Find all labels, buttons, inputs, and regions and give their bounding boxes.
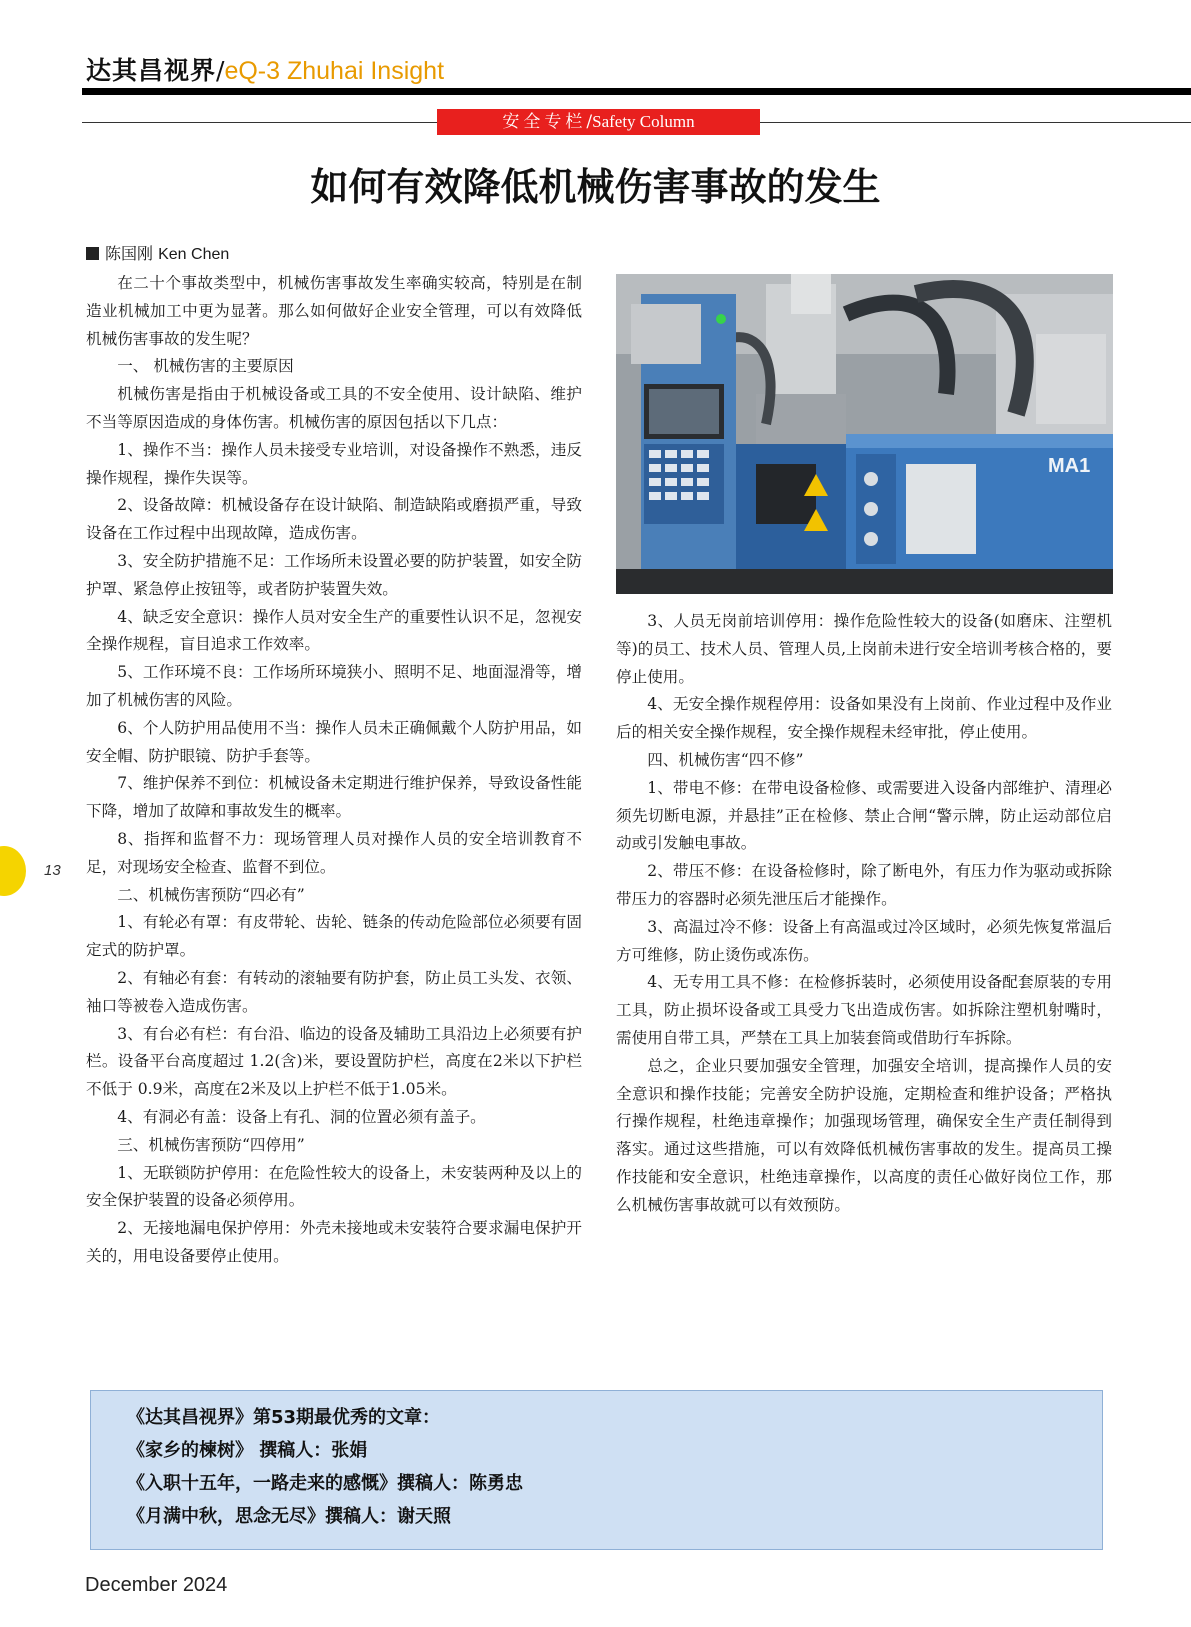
list-item: 3、安全防护措施不足：工作场所未设置必要的防护装置，如安全防护罩、紧急停止按钮等，或者防护装置失效。 [86, 551, 582, 598]
article-title: 如何有效降低机械伤害事故的发生 [310, 164, 881, 209]
list-item: 3、人员无岗前培训停用：操作危险性较大的设备(如磨床、注塑机等)的员工、技术人员、管理人员,上岗前未进行安全培训考核合格的，要停止使用。 [616, 612, 1112, 686]
best-articles-line: 《入职十五年，一路走来的感慨》撰稿人：陈勇忠 [127, 1473, 523, 1494]
author-en: Ken Chen [158, 246, 230, 263]
best-articles-line: 《月满中秋，思念无尽》撰稿人：谢天照 [127, 1506, 451, 1527]
column-tag-en: Safety Column [592, 112, 695, 131]
page-number: 13 [44, 862, 61, 879]
best-articles-line: 《达其昌视界》第53期最优秀的文章： [127, 1407, 441, 1428]
section-heading: 二、机械伤害预防“四必有” [117, 885, 305, 904]
list-item: 4、无安全操作规程停用：设备如果没有上岗前、作业过程中及作业后的相关安全操作规程，安全操作规程未经审批，停止使用。 [616, 695, 1112, 742]
byline [86, 243, 229, 266]
byline-square-icon [86, 247, 99, 260]
list-item: 4、无专用工具不修：在检修拆装时，必须使用设备配套原装的专用工具，防止损坏设备或工具受力飞出造成伤害。如拆除注塑机射嘴时，需使用自带工具，严禁在工具上加装套筒或借助行车拆除。 [616, 973, 1112, 1047]
machine-photo [616, 274, 1113, 594]
list-item: 3、有台必有栏：有台沿、临边的设备及辅助工具沿边上必须要有护栏。设备平台高度超过 1.2(含)米，要设置防护栏，高度在2米以下护栏不低于 0.9米，高度在2米及以上护栏不低于1.05米。 [86, 1024, 582, 1099]
left-column [86, 270, 582, 1271]
right-column [616, 608, 1112, 1220]
brand-en: eQ-3 Zhuhai Insight [224, 57, 445, 85]
best-articles-box [90, 1390, 1103, 1550]
section-heading: 一、 机械伤害的主要原因 [117, 357, 294, 376]
paragraph: 在二十个事故类型中，机械伤害事故发生率确实较高，特别是在制造业机械加工中更为显著。那么如何做好企业安全管理，可以有效降低机械伤害事故的发生呢？ [86, 274, 582, 348]
masthead [86, 56, 444, 86]
section-heading: 三、机械伤害预防“四停用” [117, 1135, 305, 1154]
list-item: 7、维护保养不到位：机械设备未定期进行维护保养，导致设备性能下降，增加了故障和事故发生的概率。 [86, 774, 582, 821]
list-item: 1、操作不当：操作人员未接受专业培训，对设备操作不熟悉，违反操作规程，操作失误等。 [86, 440, 582, 487]
list-item: 6、个人防护用品使用不当：操作人员未正确佩戴个人防护用品，如安全帽、防护眼镜、防护手套等。 [86, 718, 582, 765]
list-item: 1、带电不修：在带电设备检修、或需要进入设备内部维护、清理必须先切断电源，并悬挂”正在检修、禁止合闸“警示牌，防止运动部位启动或引发触电事故。 [616, 778, 1112, 853]
paragraph: 总之，企业只要加强安全管理，加强安全培训，提高操作人员的安全意识和操作技能；完善安全防护设施，定期检查和维护设备；严格执行操作规程，杜绝违章操作；加强现场管理，确保安全生产责任制得到落实。通过这些措施，可以有效降低机械伤害事故的发生。提高员工操作技能和安全意识，杜绝违章操作，以高度的责任心做好岗位工作，那么机械伤害事故就可以有效预防。 [616, 1056, 1112, 1214]
list-item: 1、有轮必有罩：有皮带轮、齿轮、链条的传动危险部位必须要有固定式的防护罩。 [86, 913, 582, 960]
page-marker-dot [0, 846, 26, 896]
brand-zh: 达其昌视界 [86, 56, 217, 85]
brand-separator: / [216, 56, 225, 85]
list-item: 8、指挥和监督不力：现场管理人员对操作人员的安全培训教育不足，对现场安全检查、监督不到位。 [86, 829, 582, 876]
list-item: 1、无联锁防护停用：在危险性较大的设备上，未安装两种及以上的安全保护装置的设备必须停用。 [86, 1163, 582, 1210]
author-zh: 陈国刚 [105, 244, 154, 263]
section-heading: 四、机械伤害“四不修” [647, 750, 804, 769]
paragraph: 机械伤害是指由于机械设备或工具的不安全使用、设计缺陷、维护不当等原因造成的身体伤害。机械伤害的原因包括以下几点： [86, 385, 582, 431]
list-item: 2、设备故障：机械设备存在设计缺陷、制造缺陷或磨损严重，导致设备在工作过程中出现故障，造成伤害。 [86, 496, 582, 543]
list-item: 4、缺乏安全意识：操作人员对安全生产的重要性认识不足，忽视安全操作规程，盲目追求工作效率。 [86, 607, 582, 654]
machine-label: MA1 [1048, 455, 1091, 477]
column-tag-separator: / [586, 112, 593, 132]
column-tag-zh: 安全专栏 [502, 112, 587, 132]
list-item: 2、有轴必有套：有转动的滚轴要有防护套，防止员工头发、衣领、袖口等被卷入造成伤害。 [86, 968, 582, 1015]
issue-date: December 2024 [85, 1574, 228, 1596]
list-item: 5、工作环境不良：工作场所环境狭小、照明不足、地面湿滑等，增加了机械伤害的风险。 [86, 663, 582, 709]
best-articles-line: 《家乡的楝树》 撰稿人：张娟 [127, 1440, 368, 1461]
column-tag [437, 109, 760, 135]
machine-photo-drawing [616, 274, 1113, 594]
list-item: 2、带压不修：在设备检修时，除了断电外，有压力作为驱动或拆除带压力的容器时必须先泄压后才能操作。 [616, 862, 1112, 908]
header-rule-thick [82, 88, 1191, 95]
list-item: 4、有洞必有盖：设备上有孔、洞的位置必须有盖子。 [117, 1107, 486, 1126]
list-item: 2、无接地漏电保护停用：外壳未接地或未安装符合要求漏电保护开关的，用电设备要停止使用。 [86, 1219, 582, 1265]
list-item: 3、高温过冷不修：设备上有高温或过冷区域时，必须先恢复常温后方可维修，防止烫伤或冻伤。 [616, 917, 1112, 964]
